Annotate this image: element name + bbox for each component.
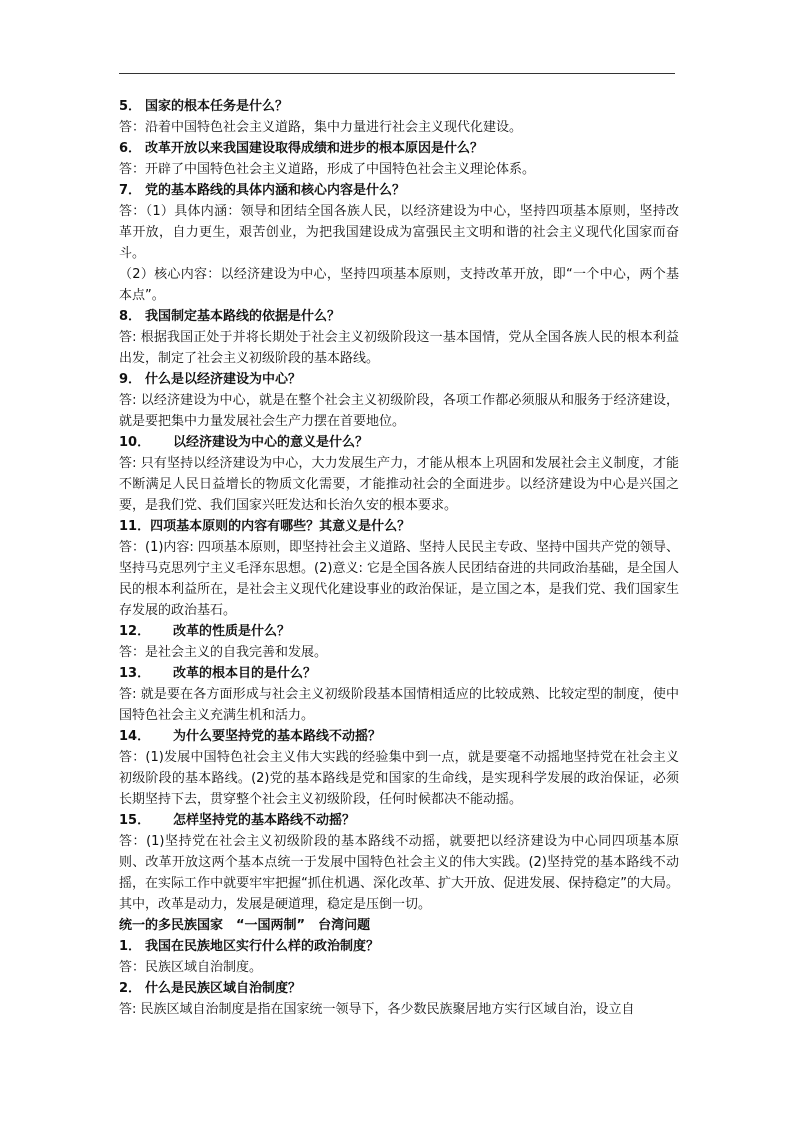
question-heading bbox=[119, 936, 679, 957]
answer-text bbox=[119, 957, 679, 978]
question-text: 改革的根本目的是什么？ bbox=[173, 666, 317, 681]
answer-paragraph: 答: 只有坚持以经济建设为中心，大力发展生产力，才能从根本上巩固和发展社会主义制度，才能不断满足人民日益增长的物质文化需要，才能推动社会的全面进步。以经济建设为中心是兴国之要，是我们党、我们国家兴旺发达和长治久安的根本要求。 bbox=[119, 456, 679, 513]
answer-text bbox=[119, 117, 679, 138]
answer-paragraph: 答: 民族区域自治制度是指在国家统一领导下，各少数民族聚居地方实行区域自治，设立自 bbox=[119, 1002, 635, 1017]
question-number: 11． bbox=[119, 519, 151, 534]
qa-item-7 bbox=[119, 180, 679, 306]
answer-text bbox=[119, 642, 679, 663]
question-number: 14． bbox=[119, 729, 151, 744]
question-number: 8． bbox=[119, 309, 142, 324]
question-number: 13． bbox=[119, 666, 151, 681]
qa-item-12 bbox=[119, 621, 679, 663]
answer-text bbox=[119, 537, 679, 621]
answer-text bbox=[119, 159, 679, 180]
qa-item-15 bbox=[119, 810, 679, 915]
question-number: 15． bbox=[119, 813, 151, 828]
question-heading bbox=[119, 621, 679, 642]
answer-paragraph: 答：(1)内容: 四项基本原则，即坚持社会主义道路、坚持人民民主专政、坚持中国共产党的领导、坚持马克思列宁主义毛泽东思想。(2)意义: 它是全国各族人民团结奋进的共同政治基础，是全国人民的根本利益所在，是社会主义现代化建设事业的政治保证，是立国之本，是我们党、我们国家生存发展的政治基石。 bbox=[119, 540, 679, 618]
qa-item-11 bbox=[119, 516, 679, 621]
qa-item-s2 bbox=[119, 978, 679, 1020]
question-number: 9． bbox=[119, 372, 142, 387]
question-text: 国家的根本任务是什么？ bbox=[145, 99, 289, 114]
qa-item-s1 bbox=[119, 936, 679, 978]
question-heading bbox=[119, 369, 679, 390]
question-number: 1． bbox=[119, 939, 142, 954]
question-text: 改革的性质是什么？ bbox=[173, 624, 291, 639]
question-heading bbox=[119, 432, 679, 453]
answer-paragraph: 答：沿着中国特色社会主义道路，集中力量进行社会主义现代化建设。 bbox=[119, 120, 523, 135]
question-heading bbox=[119, 138, 679, 159]
qa-item-8 bbox=[119, 306, 679, 369]
question-number: 7． bbox=[119, 183, 142, 198]
qa-item-13 bbox=[119, 663, 679, 726]
answer-text bbox=[119, 201, 679, 306]
answer-paragraph: 答: 就是要在各方面形成与社会主义初级阶段基本国情相适应的比较成熟、比较定型的制度，使中国特色社会主义充满生机和活力。 bbox=[119, 687, 679, 723]
answer-text bbox=[119, 831, 679, 915]
qa-item-6 bbox=[119, 138, 679, 180]
answer-paragraph: （2）核心内容：以经济建设为中心，坚持四项基本原则，支持改革开放，即“一个中心，两个基本点”。 bbox=[119, 267, 679, 303]
qa-item-9 bbox=[119, 369, 679, 432]
question-text: 什么是民族区域自治制度？ bbox=[145, 981, 302, 996]
answer-text bbox=[119, 390, 679, 432]
qa-item-10 bbox=[119, 432, 679, 516]
answer-text bbox=[119, 999, 679, 1020]
question-number: 10． bbox=[119, 435, 151, 450]
question-heading bbox=[119, 978, 679, 999]
answer-text bbox=[119, 327, 679, 369]
question-heading bbox=[119, 96, 679, 117]
section-title: 统一的多民族国家 “一国两制” 台湾问题 bbox=[119, 918, 371, 933]
question-heading bbox=[119, 306, 679, 327]
answer-paragraph: 答：（1）具体内涵：领导和团结全国各族人民，以经济建设为中心，坚持四项基本原则，坚持改革开放，自力更生，艰苦创业，为把我国建设成为富强民主文明和谐的社会主义现代化国家而奋斗。 bbox=[119, 204, 679, 261]
question-number: 5． bbox=[119, 99, 142, 114]
answer-text bbox=[119, 747, 679, 810]
question-text: 为什么要坚持党的基本路线不动摇？ bbox=[173, 729, 382, 744]
question-text: 四项基本原则的内容有哪些？其意义是什么？ bbox=[150, 519, 411, 534]
question-number: 6． bbox=[119, 141, 142, 156]
question-heading bbox=[119, 726, 679, 747]
question-text: 党的基本路线的具体内涵和核心内容是什么？ bbox=[145, 183, 406, 198]
answer-text bbox=[119, 684, 679, 726]
question-text: 怎样坚持党的基本路线不动摇？ bbox=[173, 813, 356, 828]
answer-paragraph: 答：民族区域自治制度。 bbox=[119, 960, 263, 975]
answer-paragraph: 答：开辟了中国特色社会主义道路，形成了中国特色社会主义理论体系。 bbox=[119, 162, 536, 177]
qa-item-5 bbox=[119, 96, 679, 138]
answer-text bbox=[119, 453, 679, 516]
question-number: 2． bbox=[119, 981, 142, 996]
question-heading bbox=[119, 516, 679, 537]
question-text: 改革开放以来我国建设取得成绩和进步的根本原因是什么？ bbox=[145, 141, 484, 156]
answer-paragraph: 答：是社会主义的自我完善和发展。 bbox=[119, 645, 328, 660]
answer-paragraph: 答: 以经济建设为中心，就是在整个社会主义初级阶段，各项工作都必须服从和服务于经济建设，就是要把集中力量发展社会生产力摆在首要地位。 bbox=[119, 393, 679, 429]
question-heading bbox=[119, 810, 679, 831]
answer-paragraph: 答：(1)发展中国特色社会主义伟大实践的经验集中到一点，就是要毫不动摇地坚持党在社会主义初级阶段的基本路线。(2)党的基本路线是党和国家的生命线，是实现科学发展的政治保证，必须长期坚持下去，贯穿整个社会主义初级阶段，任何时候都决不能动摇。 bbox=[119, 750, 679, 807]
question-text: 什么是以经济建设为中心？ bbox=[145, 372, 302, 387]
answer-paragraph: 答：(1)坚持党在社会主义初级阶段的基本路线不动摇，就要把以经济建设为中心同四项基本原则、改革开放这两个基本点统一于发展中国特色社会主义的伟大实践。(2)坚持党的基本路线不动摇，在实际工作中就要牢牢把握“抓住机遇、深化改革、扩大开放、促进发展、保持稳定”的大局。其中，改革是动力，发展是硬道理，稳定是压倒一切。 bbox=[119, 834, 679, 912]
question-text: 以经济建设为中心的意义是什么？ bbox=[173, 435, 369, 450]
question-text: 我国在民族地区实行什么样的政治制度？ bbox=[145, 939, 380, 954]
header-rule bbox=[119, 73, 675, 74]
question-number: 12． bbox=[119, 624, 151, 639]
question-text: 我国制定基本路线的依据是什么？ bbox=[145, 309, 341, 324]
question-heading bbox=[119, 663, 679, 684]
answer-paragraph: 答: 根据我国正处于并将长期处于社会主义初级阶段这一基本国情，党从全国各族人民的根本利益出发，制定了社会主义初级阶段的基本路线。 bbox=[119, 330, 679, 366]
question-heading bbox=[119, 180, 679, 201]
document-body bbox=[119, 96, 679, 1020]
qa-item-14 bbox=[119, 726, 679, 810]
